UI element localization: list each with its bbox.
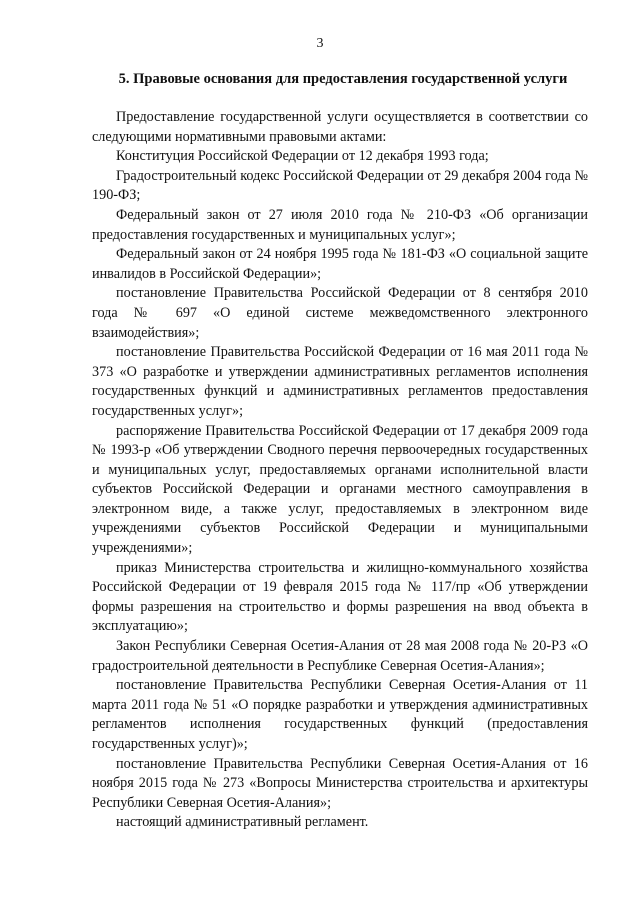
section-heading: 5. Правовые основания для предоставления государственной услуги — [118, 71, 568, 87]
paragraph-federal-law-210: Федеральный закон от 27 июля 2010 года № 210-ФЗ «Об организации предоставления государственных и муниципальных услуг»; — [92, 206, 588, 243]
paragraph-constitution: Конституция Российской Федерации от 12 декабря 1993 года; — [116, 148, 489, 165]
paragraph-resolution-373: постановление Правительства Российской Федерации от 16 мая 2011 года № 373 «О разработке и утверждении административных регламентов исполнения государственных функций и административных регламентов предоставления государственных услуг»; — [92, 344, 588, 419]
page-number: 3 — [316, 36, 324, 51]
paragraph-regional-resolution-51: постановление Правительства Республики Северная Осетия-Алания от 11 марта 2011 года № 51 «О порядке разработки и утверждения административных регламентов исполнения государственных функций (предоставления государственных услуг)»; — [92, 677, 588, 752]
section-body — [92, 108, 588, 833]
paragraph-urban-planning-code: Градостроительный кодекс Российской Федерации от 29 декабря 2004 года № 190-ФЗ; — [92, 167, 588, 204]
paragraph-intro: Предоставление государственной услуги осуществляется в соответствии со следующими нормативными правовыми актами: — [92, 109, 588, 145]
paragraph-regional-law-20: Закон Республики Северная Осетия-Алания от 28 мая 2008 года № 20-РЗ «О градостроительной деятельности в Республике Северная Осетия-Алания»; — [92, 638, 588, 674]
paragraph-order-1993-r: распоряжение Правительства Российской Федерации от 17 декабря 2009 года № 1993-р «Об утверждении Сводного перечня первоочередных государственных и муниципальных услуг, предоставляемых органами исполнительной власти субъектов Российской Федерации и органами местного самоуправления в электронном виде, а также услуг, предоставляемых в электронном виде учреждениями субъектов Российской Федерации и муниципальными учреждениями»; — [92, 422, 588, 557]
paragraph-federal-law-181: Федеральный закон от 24 ноября 1995 года № 181-ФЗ «О социальной защите инвалидов в Российской Федерации»; — [92, 246, 588, 282]
paragraph-regional-resolution-273: постановление Правительства Республики Северная Осетия-Алания от 16 ноября 2015 года № 273 «Вопросы Министерства строительства и архитектуры Республики Северная Осетия-Алания»; — [92, 755, 588, 811]
paragraph-present-regulation: настоящий административный регламент. — [116, 814, 369, 831]
paragraph-ministry-order-117: приказ Министерства строительства и жилищно-коммунального хозяйства Российской Федерации от 19 февраля 2015 года № 117/пр «Об утверждении формы разрешения на строительство и формы разрешения на ввод объекта в эксплуатацию»; — [92, 559, 588, 635]
paragraph-resolution-697: постановление Правительства Российской Федерации от 8 сентября 2010 года № 697 «О единой системе межведомственного электронного взаимодействия»; — [92, 285, 588, 341]
